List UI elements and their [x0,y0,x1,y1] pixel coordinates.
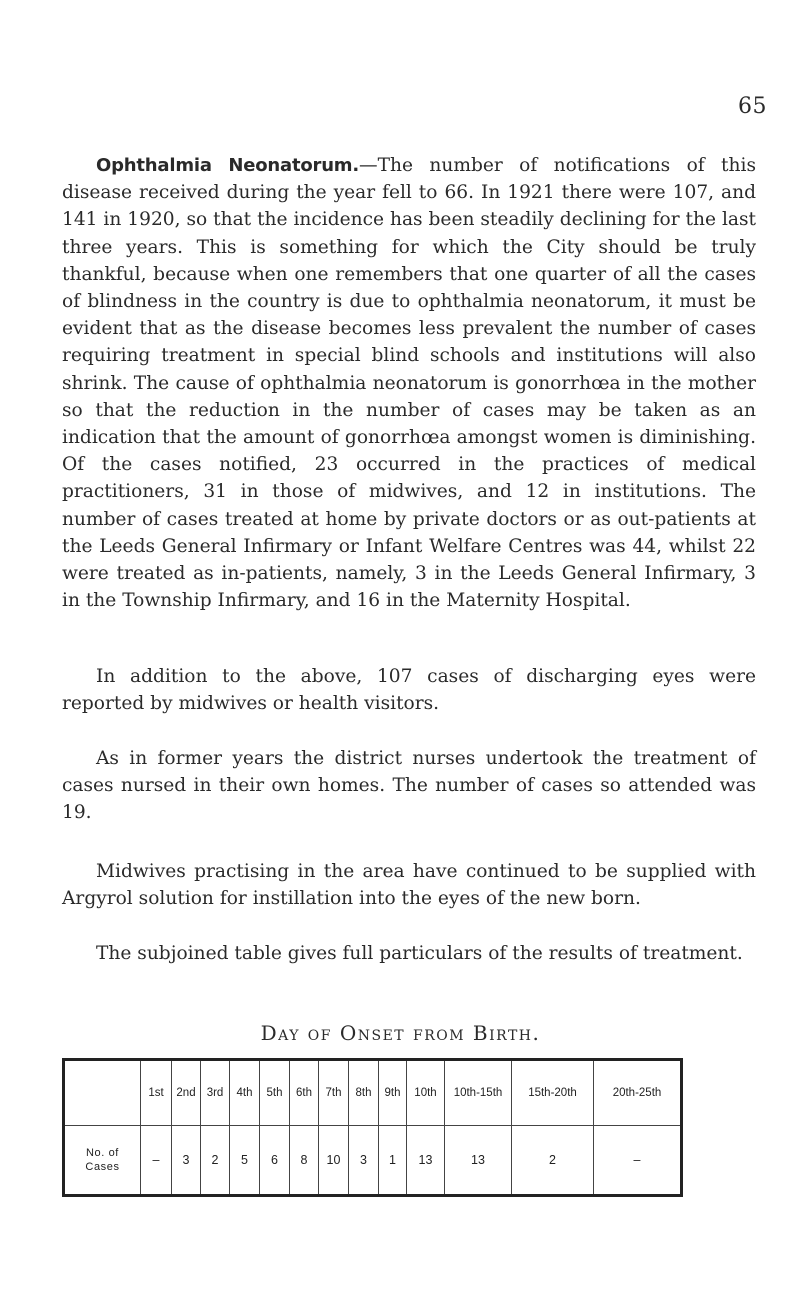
header-cell: 10th-15th [445,1060,512,1126]
header-cell: 3rd [201,1060,230,1126]
header-cell: 5th [260,1060,290,1126]
onset-table [62,1058,683,1197]
value-cell: 2 [512,1126,594,1196]
value-cell: 6 [260,1126,290,1196]
value-cell: 5 [230,1126,260,1196]
table-row [64,1126,682,1196]
row-label-line1: No. of [86,1147,119,1159]
header-cell: 9th [379,1060,407,1126]
value-cell: 8 [290,1126,319,1196]
value-cell: 3 [349,1126,379,1196]
header-cell: 2nd [172,1060,201,1126]
value-cell: 3 [172,1126,201,1196]
value-cell: 13 [407,1126,445,1196]
value-cell: – [594,1126,682,1196]
paragraph-ophthalmia [62,152,756,614]
paragraph-argyrol: Midwives practising in the area have continued to be supplied with Argyrol solution for instillation into the eyes of the new born. [62,861,756,910]
header-cell: 15th-20th [512,1060,594,1126]
paragraph-table-intro: The subjoined table gives full particulars of the results of treatment. [96,943,743,964]
row-label-line2: Cases [85,1161,120,1173]
paragraph-district-nurses: As in former years the district nurses undertook the treatment of cases nursed in their own homes. The number of cases so attended was 19. [62,748,756,824]
header-cell: 4th [230,1060,260,1126]
paragraph-body: —The number of notifications of this disease received during the year fell to 66. In 1921 there were 107, and 141 in 1920, so that the incidence has been steadily declining for the last three years. This is something for which the City should be truly thankful, because when one remembers that one quarter of all the cases of blindness in the country is due to ophthalmia neonatorum, it must be evident that as the disease becomes less prevalent the number of cases requiring treatment in special blind schools and institutions will also shrink. The cause of ophthalmia neonatorum is gonorrhœa in the mother so that the reduction in the number of cases may be taken as an indication that the amount of gonorrhœa amongst women is diminishing. Of the cases notified, 23 occurred in the practices of medical practitioners, 31 in those of midwives, and 12 in institutions. The number of cases treated at home by private doctors or as out-patients at the Leeds General Infirmary or Infant Welfare Centres was 44, whilst 22 were treated as in-patients, namely, 3 in the Leeds General Infirmary, 3 in the Township Infirmary, and 16 in the Maternity Hospital. [62,155,756,612]
header-cell: 7th [319,1060,349,1126]
value-cell: 10 [319,1126,349,1196]
value-cell: 1 [379,1126,407,1196]
table-title: Day of Onset from Birth. [260,1021,541,1045]
header-cell: 10th [407,1060,445,1126]
table-header-row [64,1060,682,1126]
page-number: 65 [738,94,767,119]
header-cell: 6th [290,1060,319,1126]
value-cell: 2 [201,1126,230,1196]
paragraph-discharging-eyes: In addition to the above, 107 cases of discharging eyes were reported by midwives or health visitors. [62,666,756,715]
value-cell: 13 [445,1126,512,1196]
row-label-cell [64,1126,141,1196]
onset-table-container [62,1058,680,1197]
section-heading: Ophthalmia Neonatorum. [96,155,360,176]
value-cell: – [141,1126,172,1196]
header-cell: 8th [349,1060,379,1126]
header-cell: 20th-25th [594,1060,682,1126]
header-cell: 1st [141,1060,172,1126]
header-cell [64,1060,141,1126]
